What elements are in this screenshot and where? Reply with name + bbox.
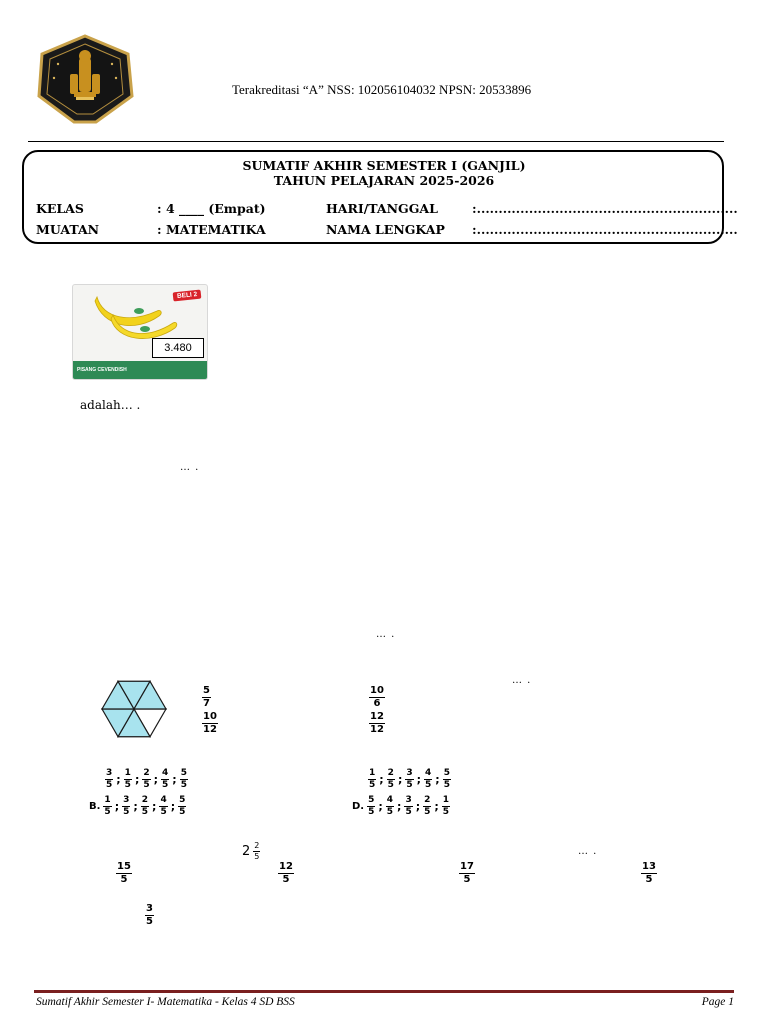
footer-rule — [34, 990, 734, 993]
separator: ; — [114, 800, 120, 813]
fraction-item: $\frac{2}{5}$ — [143, 768, 150, 790]
q5-option-d-row — [352, 796, 450, 817]
separator: ; — [116, 773, 121, 786]
q6-option-d-fraction: $\frac{13}{5}$ — [642, 861, 656, 885]
separator: ; — [415, 800, 421, 813]
q4-option-c-fraction: $\frac{10}{6}$ — [370, 685, 384, 709]
separator: ; — [152, 800, 157, 813]
question-6-blank: … . — [578, 846, 598, 857]
q4-option-b-fraction: $\frac{10}{12}$ — [203, 711, 217, 735]
fraction-item: $\frac{2}{5}$ — [141, 795, 149, 817]
question-1-text: adalah… . — [80, 398, 141, 412]
separator: ; — [397, 800, 402, 813]
q5-option-b-row — [89, 796, 186, 817]
fraction-item: $\frac{4}{5}$ — [386, 795, 394, 817]
page-number: Page 1 — [701, 996, 734, 1008]
q7-fraction: $\frac{3}{5}$ — [146, 903, 153, 927]
muatan-label: MUATAN — [36, 222, 100, 237]
q4-option-a-fraction: $\frac{5}{7}$ — [203, 685, 210, 709]
kelas-value: : 4 ____ (Empat) — [157, 201, 266, 216]
fraction-item: $\frac{5}{5}$ — [179, 795, 186, 817]
header-rule — [28, 141, 724, 142]
q5-option-b-label: B. — [89, 801, 101, 812]
fraction-item: $\frac{1}{5}$ — [442, 795, 450, 817]
muatan-value: : MATEMATIKA — [157, 222, 266, 237]
fraction-item: $\frac{4}{5}$ — [162, 768, 169, 790]
fraction-item: $\frac{3}{5}$ — [406, 768, 413, 790]
separator: ; — [397, 773, 403, 786]
hari-tanggal-label: HARI/TANGGAL — [326, 201, 438, 216]
fraction-item: $\frac{3}{5}$ — [123, 795, 130, 817]
banana-image — [91, 289, 181, 343]
nama-lengkap-label: NAMA LENGKAP — [326, 222, 445, 237]
q5-option-d-label: D. — [352, 801, 365, 812]
fraction-item: $\frac{5}{5}$ — [368, 795, 375, 817]
fraction-item: $\frac{3}{5}$ — [405, 795, 412, 817]
q5-option-a — [105, 769, 188, 790]
separator: ; — [172, 773, 177, 786]
exam-title: SUMATIF AKHIR SEMESTER I (GANJIL) — [242, 158, 526, 173]
separator: ; — [133, 800, 138, 813]
fraction-item: $\frac{1}{5}$ — [124, 768, 131, 790]
q5-option-b — [103, 796, 186, 817]
q4-option-d-fraction: $\frac{12}{12}$ — [370, 711, 384, 735]
fraction-item: $\frac{5}{5}$ — [443, 768, 450, 790]
fraction-item: $\frac{4}{5}$ — [425, 768, 432, 790]
school-year: TAHUN PELAJARAN 2025-2026 — [273, 173, 495, 188]
question-4-blank: … . — [512, 675, 532, 686]
q5-option-c — [368, 769, 451, 790]
separator: ; — [434, 800, 439, 813]
product-name: PISANG CEVENDISH — [77, 367, 127, 373]
nama-lengkap-field: :............................................................ — [472, 222, 738, 237]
kelas-label: KELAS — [36, 201, 84, 216]
q6-proper-fraction: $\frac{2}{5}$ — [254, 841, 260, 861]
q6-option-b-fraction: $\frac{12}{5}$ — [279, 861, 293, 885]
fraction-item: $\frac{4}{5}$ — [160, 795, 167, 817]
separator: ; — [153, 773, 159, 786]
accreditation-line: Terakreditasi “A” NSS: 102056104032 NPSN: 20533896 — [232, 82, 532, 97]
q6-option-a-fraction: $\frac{15}{5}$ — [117, 861, 131, 885]
hari-tanggal-field: :............................................................ — [472, 201, 738, 216]
price-box: 3.480 — [152, 338, 204, 358]
separator: ; — [435, 773, 440, 786]
separator: ; — [416, 773, 422, 786]
fraction-item: $\frac{3}{5}$ — [106, 768, 113, 790]
fraction-item: $\frac{2}{5}$ — [424, 795, 431, 817]
fraction-item: $\frac{1}{5}$ — [104, 795, 111, 817]
q6-mixed-number — [242, 842, 260, 861]
question-3-blank: … . — [376, 629, 396, 640]
hexagon-fraction-figure — [88, 677, 180, 741]
separator: ; — [134, 773, 140, 786]
fraction-item: $\frac{2}{5}$ — [387, 768, 394, 790]
fraction-item: $\frac{5}{5}$ — [180, 768, 187, 790]
school-logo — [36, 34, 134, 124]
q6-whole: 2 — [242, 844, 251, 859]
q5-option-d — [367, 796, 450, 817]
q6-option-c-fraction: $\frac{17}{5}$ — [460, 861, 474, 885]
separator: ; — [379, 773, 384, 786]
question-2-blank: … . — [180, 462, 200, 473]
footer-title: Sumatif Akhir Semester I- Matematika - Kelas 4 SD BSS — [36, 996, 295, 1008]
product-card-image — [72, 284, 208, 380]
separator: ; — [170, 800, 176, 813]
fraction-item: $\frac{1}{5}$ — [369, 768, 376, 790]
promo-badge: BELI 2 — [172, 290, 201, 302]
separator: ; — [378, 800, 383, 813]
